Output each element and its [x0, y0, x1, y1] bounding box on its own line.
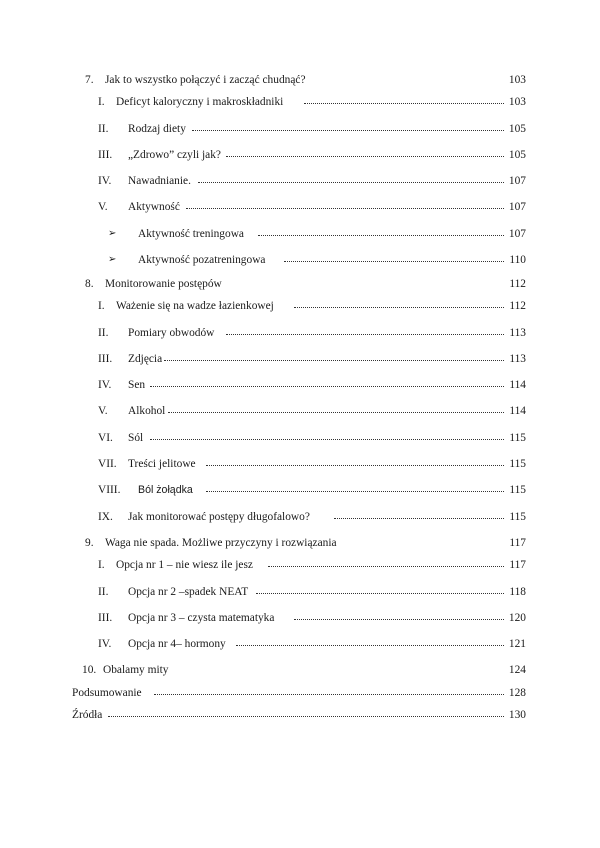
entry-number: VII. [98, 458, 117, 470]
entry-number: II. [98, 586, 109, 598]
toc-entry-section-10[interactable] [82, 662, 526, 678]
dot-leader [236, 645, 504, 646]
dot-leader [108, 716, 504, 717]
entry-title: Opcja nr 4– hormony [128, 638, 226, 650]
dot-leader [206, 465, 504, 466]
dot-leader [168, 412, 504, 413]
toc-entry-8-9[interactable] [98, 509, 526, 525]
dot-leader [258, 235, 504, 236]
entry-title: Jak to wszystko połączyć i zacząć chudnąć? [105, 74, 306, 86]
entry-page: 112 [509, 300, 526, 312]
entry-number: 10. [82, 664, 97, 676]
toc-entry-7-5[interactable] [98, 199, 526, 215]
entry-title: Alkohol [128, 405, 166, 417]
dot-leader [226, 334, 504, 335]
toc-entry-9-3[interactable] [98, 610, 526, 626]
entry-page: 112 [509, 278, 526, 290]
entry-page: 107 [508, 228, 526, 240]
arrow-bullet-icon: ➢ [108, 254, 117, 265]
entry-title: Aktywność pozatreningowa [138, 254, 266, 266]
entry-page: 115 [509, 511, 526, 523]
dot-leader [154, 694, 504, 695]
entry-title: Jak monitorować postępy długofalowo? [128, 511, 310, 523]
entry-page: 114 [509, 379, 526, 391]
toc-entry-9-4[interactable] [98, 636, 526, 652]
entry-title: Opcja nr 3 – czysta matematyka [128, 612, 275, 624]
dot-leader [294, 307, 504, 308]
entry-number: II. [98, 327, 109, 339]
entry-page: 120 [508, 612, 526, 624]
dot-leader [198, 182, 504, 183]
toc-entry-7-4[interactable] [98, 173, 526, 189]
toc-entry-8-2[interactable] [98, 325, 526, 341]
entry-number: VI. [98, 432, 113, 444]
entry-title: Aktywność [128, 201, 180, 213]
arrow-bullet-icon: ➢ [108, 228, 117, 239]
dot-leader [284, 261, 504, 262]
dot-leader [186, 208, 504, 209]
entry-page: 105 [508, 123, 526, 135]
toc-entry-7-5b[interactable] [108, 252, 526, 268]
entry-number: V. [98, 201, 108, 213]
entry-page: 114 [509, 405, 526, 417]
toc-entry-8-6[interactable] [98, 430, 526, 446]
entry-page: 105 [508, 149, 526, 161]
toc-entry-8-8[interactable] [98, 482, 526, 498]
entry-page: 103 [508, 96, 526, 108]
entry-title: Pomiary obwodów [128, 327, 215, 339]
toc-entry-8-1[interactable] [98, 298, 526, 314]
entry-title: Deficyt kaloryczny i makroskładniki [116, 96, 284, 108]
entry-number: I. [98, 300, 105, 312]
entry-title: Obalamy mity [103, 664, 169, 676]
entry-number: IV. [98, 638, 112, 650]
toc-entry-section-9[interactable] [85, 535, 526, 551]
dot-leader [294, 619, 504, 620]
entry-number: 8. [85, 278, 94, 290]
entry-title: Waga nie spada. Możliwe przyczyny i rozwiązania [105, 537, 337, 549]
dot-leader [192, 130, 504, 131]
entry-number: IV. [98, 175, 112, 187]
entry-number: VIII. [98, 484, 121, 496]
dot-leader [256, 593, 504, 594]
entry-number: II. [98, 123, 109, 135]
entry-title: Rodzaj diety [128, 123, 186, 135]
toc-entry-9-2[interactable] [98, 584, 526, 600]
toc-entry-section-7[interactable] [85, 72, 526, 88]
entry-page: 130 [508, 709, 526, 721]
entry-title: Monitorowanie postępów [105, 278, 222, 290]
entry-page: 117 [509, 537, 526, 549]
dot-leader [206, 491, 504, 492]
toc-entry-8-5[interactable] [98, 403, 526, 419]
entry-title: Sól [128, 432, 144, 444]
dot-leader [150, 439, 504, 440]
entry-page: 113 [509, 353, 526, 365]
dot-leader [150, 386, 504, 387]
entry-number: IX. [98, 511, 113, 523]
toc-entry-summary[interactable] [72, 685, 526, 701]
dot-leader [226, 156, 504, 157]
entry-number: 9. [85, 537, 94, 549]
entry-page: 110 [509, 254, 526, 266]
entry-page: 118 [509, 586, 526, 598]
entry-page: 115 [509, 458, 526, 470]
toc-entry-9-1[interactable] [98, 557, 526, 573]
entry-page: 117 [509, 559, 526, 571]
toc-entry-sources[interactable] [72, 707, 526, 723]
entry-title: Opcja nr 2 –spadek NEAT [128, 586, 249, 598]
toc-entry-8-4[interactable] [98, 377, 526, 393]
toc-entry-7-1[interactable] [98, 94, 526, 110]
dot-leader [304, 103, 504, 104]
entry-title: Ból żołądka [138, 484, 193, 496]
entry-page: 113 [509, 327, 526, 339]
entry-number: I. [98, 559, 105, 571]
entry-page: 107 [508, 175, 526, 187]
toc-entry-8-7[interactable] [98, 456, 526, 472]
entry-page: 128 [508, 687, 526, 699]
dot-leader [164, 360, 504, 361]
entry-number: III. [98, 149, 113, 161]
entry-title: Podsumowanie [72, 687, 142, 699]
entry-page: 115 [509, 484, 526, 496]
entry-title: Nawadnianie. [128, 175, 191, 187]
entry-page: 115 [509, 432, 526, 444]
entry-number: III. [98, 353, 113, 365]
dot-leader [268, 566, 504, 567]
entry-title: Zdjęcia [128, 353, 163, 365]
entry-page: 103 [508, 74, 526, 86]
dot-leader [334, 518, 504, 519]
toc-entry-8-3[interactable] [98, 351, 526, 367]
entry-title: Opcja nr 1 – nie wiesz ile jesz [116, 559, 253, 571]
toc-entry-section-8[interactable] [85, 276, 526, 292]
entry-title: Sen [128, 379, 146, 391]
entry-title: „Zdrowo” czyli jak? [128, 149, 221, 161]
toc-entry-7-5a[interactable] [108, 226, 526, 242]
entry-title: Ważenie się na wadze łazienkowej [116, 300, 274, 312]
entry-number: 7. [85, 74, 94, 86]
entry-number: I. [98, 96, 105, 108]
entry-number: V. [98, 405, 108, 417]
entry-page: 121 [508, 638, 526, 650]
entry-title: Treści jelitowe [128, 458, 196, 470]
entry-title: Źródła [72, 709, 103, 721]
toc-entry-7-3[interactable] [98, 147, 526, 163]
entry-page: 107 [508, 201, 526, 213]
toc-entry-7-2[interactable] [98, 121, 526, 137]
entry-number: III. [98, 612, 113, 624]
entry-page: 124 [508, 664, 526, 676]
entry-title: Aktywność treningowa [138, 228, 244, 240]
entry-number: IV. [98, 379, 112, 391]
